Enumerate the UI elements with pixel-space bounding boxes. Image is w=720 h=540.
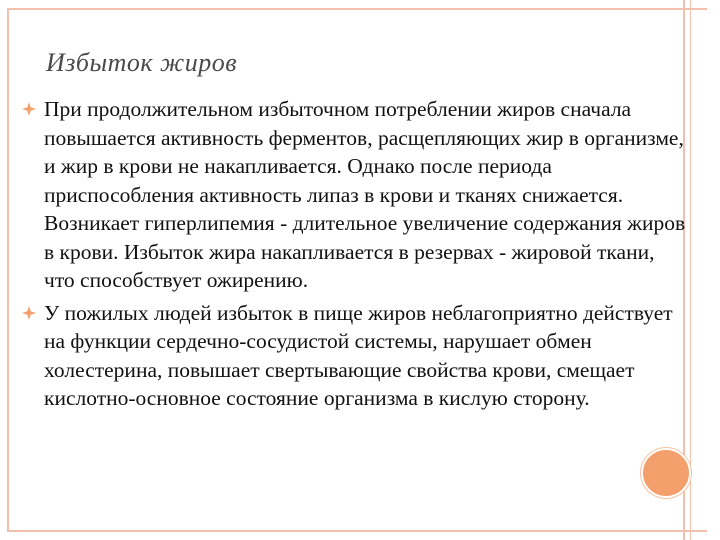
bullet-text: У пожилых людей избыток в пище жиров неблагоприятно действует на функции сердечно-сосудистой системы, нарушает обмен холестерина, повышает свертывающие свойства крови, смещает кислотно-основное состояние организма в кислую сторону. [44, 300, 673, 410]
bullet-item [20, 299, 690, 413]
bullet-list [20, 95, 690, 417]
right-margin [707, 0, 720, 540]
star-icon [22, 306, 36, 320]
circle-decoration [641, 448, 691, 498]
bullet-item [20, 95, 690, 295]
star-icon [22, 102, 36, 116]
frame-right-inner-line [690, 0, 691, 540]
slide-title: Избыток жиров [46, 48, 238, 77]
bullet-text: При продолжительном избыточном потреблении жиров сначала повышается активность ферментов, расщепляющих жир в организме, и жир в крови не накапливается. Однако после периода приспособления активность липаз в крови и тканях снижается. Возникает гиперлипемия - длительное увеличение содержания жиров в крови. Избыток жира накапливается в резервах - жировой ткани, что способствует ожирению. [44, 97, 686, 292]
